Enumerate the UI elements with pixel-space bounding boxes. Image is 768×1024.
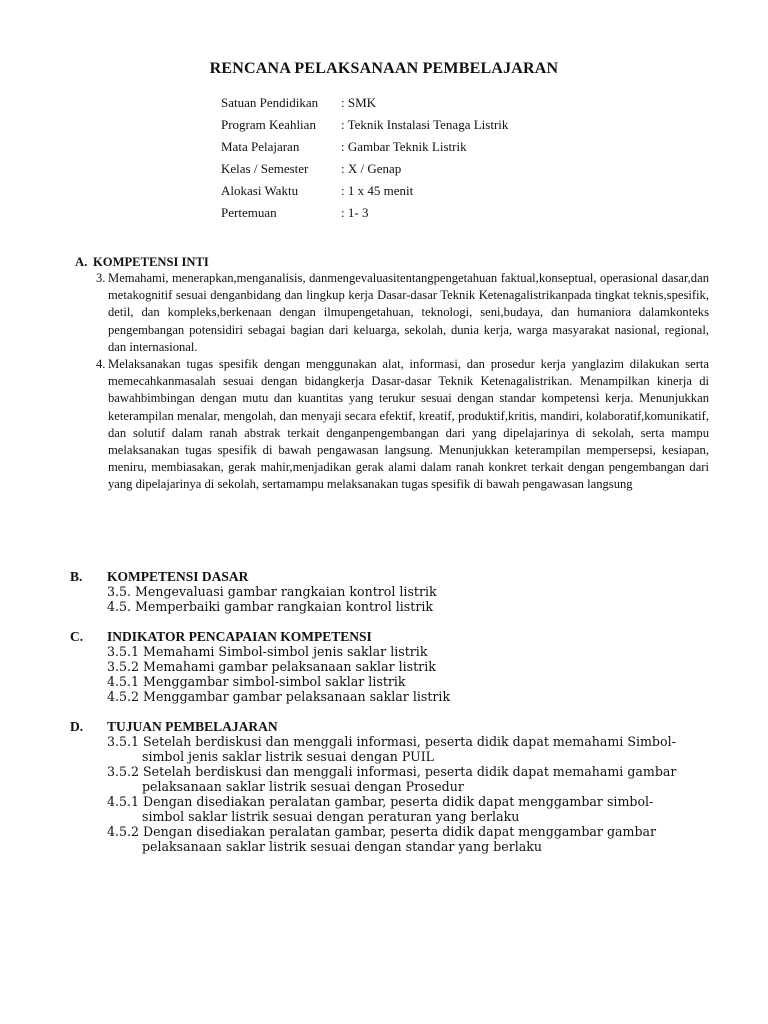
section-title: KOMPETENSI INTI — [93, 255, 209, 269]
document-title: RENCANA PELAKSANAAN PEMBELAJARAN — [209, 60, 559, 77]
section-heading — [75, 254, 709, 270]
info-row-pertemuan — [221, 204, 508, 226]
section-kompetensi-inti — [75, 254, 709, 494]
item-line-continued: simbol jenis saklar listrik sesuai dengan PUIL — [142, 749, 435, 764]
section-heading — [70, 719, 710, 734]
item-text: Memahami, menerapkan,menganalisis, danmengevaluasitentangpengetahuan faktual,konseptual, operasional dasar,dan metakognitif sesuai denganbidang dan lingkup kerja Dasar-dasar Teknik Ketenagalistrikanpada tingkat teknis,spesifik, detil, dan kompleks,berkenaan dengan ilmupengetahuan, teknologi, seni,budaya, dan humaniora dalamkonteks pengembangan potensidiri sebagai bagian dari keluarga, sekolah, dunia kerja, warga masyarakat nasional, regional, dan internasional. — [108, 271, 709, 354]
list-item — [70, 734, 710, 764]
list-item — [70, 794, 710, 824]
info-value: : Teknik Instalasi Tenaga Listrik — [341, 117, 509, 132]
item-line-continued: pelaksanaan saklar listrik sesuai dengan Prosedur — [142, 779, 464, 794]
list-item: 4.5.2 Menggambar gambar pelaksanaan saklar listrik — [107, 689, 451, 704]
info-value: : 1- 3 — [341, 205, 369, 220]
item-line: 4.5.2 Dengan disediakan peralatan gambar, peserta didik dapat menggambar gambar — [107, 824, 657, 839]
info-row-alokasi-waktu — [221, 182, 508, 204]
item-line: 3.5.1 Setelah berdiskusi dan menggali informasi, peserta didik dapat memahami Simbol- — [107, 734, 676, 749]
info-label: Mata Pelajaran — [221, 139, 300, 154]
info-row-program-keahlian — [221, 116, 508, 138]
section-title: KOMPETENSI DASAR — [107, 569, 249, 584]
info-value: : X / Genap — [341, 161, 402, 176]
section-title: INDIKATOR PENCAPAIAN KOMPETENSI — [107, 629, 372, 644]
section-indikator — [70, 629, 710, 704]
list-item: 3.5. Mengevaluasi gambar rangkaian kontrol listrik — [107, 584, 437, 599]
list-item — [75, 270, 709, 356]
section-heading — [70, 629, 710, 644]
section-heading — [70, 569, 710, 584]
list-item: 4.5. Memperbaiki gambar rangkaian kontrol listrik — [107, 599, 433, 614]
section-letter: D. — [70, 719, 84, 734]
info-label: Pertemuan — [221, 205, 277, 220]
info-value: : SMK — [341, 95, 377, 110]
info-value: : Gambar Teknik Listrik — [341, 139, 467, 154]
list-item: 3.5.1 Memahami Simbol-simbol jenis saklar listrik — [107, 644, 428, 659]
info-label: Kelas / Semester — [221, 161, 309, 176]
section-letter: A. — [75, 255, 88, 269]
item-line-continued: pelaksanaan saklar listrik sesuai dengan standar yang berlaku — [142, 839, 543, 854]
section-kompetensi-dasar — [70, 569, 710, 614]
item-number: 3. — [96, 271, 106, 285]
info-row-mata-pelajaran — [221, 138, 508, 160]
info-label: Alokasi Waktu — [221, 183, 299, 198]
list-item: 3.5.2 Memahami gambar pelaksanaan saklar listrik — [107, 659, 436, 674]
info-label: Program Keahlian — [221, 117, 316, 132]
section-letter: B. — [70, 569, 83, 584]
section-title: TUJUAN PEMBELAJARAN — [107, 719, 278, 734]
item-line: 4.5.1 Dengan disediakan peralatan gambar, peserta didik dapat menggambar simbol- — [107, 794, 654, 809]
item-text: Melaksanakan tugas spesifik dengan menggunakan alat, informasi, dan prosedur kerja yanglazim dilakukan serta memecahkanmasalah sesuai dengan bidangkerja Dasar-dasar Teknik Ketenagalistrikan. Menampilkan kinerja di bawahbimbingan dengan mutu dan kuantitas yang terukur sesuai dengan standar kompetensi kerja. Menunjukkan keterampilan menalar, mengolah, dan menyaji secara efektif, kreatif, produktif,kritis, mandiri, kolaboratif,komunikatif, dan solutif dalam ranah abstrak terkait denganpengembangan dari yang dipelajarinya di sekolah, serta mampu melaksanakan tugas spesifik di bawah pengawasan langsung. Menunjukkan keterampilan mempersepsi, kesiapan, meniru, membiasakan, gerak mahir,menjadikan gerak alami dalam ranah konkret terkait dengan pengembangan dari yang dipelajarinya di sekolah, sertamampu melaksanakan tugas spesifik di bawah pengawasan langsung — [108, 357, 709, 492]
list-item — [75, 356, 709, 494]
info-row-kelas-semester — [221, 160, 508, 182]
info-table — [221, 94, 508, 226]
item-line-continued: simbol saklar listrik sesuai dengan peraturan yang berlaku — [142, 809, 520, 824]
section-letter: C. — [70, 629, 84, 644]
info-label: Satuan Pendidikan — [221, 95, 319, 110]
info-row-satuan-pendidikan — [221, 94, 508, 116]
list-item — [70, 824, 710, 854]
list-item: 4.5.1 Menggambar simbol-simbol saklar listrik — [107, 674, 406, 689]
item-line: 3.5.2 Setelah berdiskusi dan menggali informasi, peserta didik dapat memahami gambar — [107, 764, 677, 779]
section-tujuan — [70, 719, 710, 854]
list-item — [70, 764, 710, 794]
info-value: : 1 x 45 menit — [341, 183, 414, 198]
item-number: 4. — [96, 357, 106, 372]
